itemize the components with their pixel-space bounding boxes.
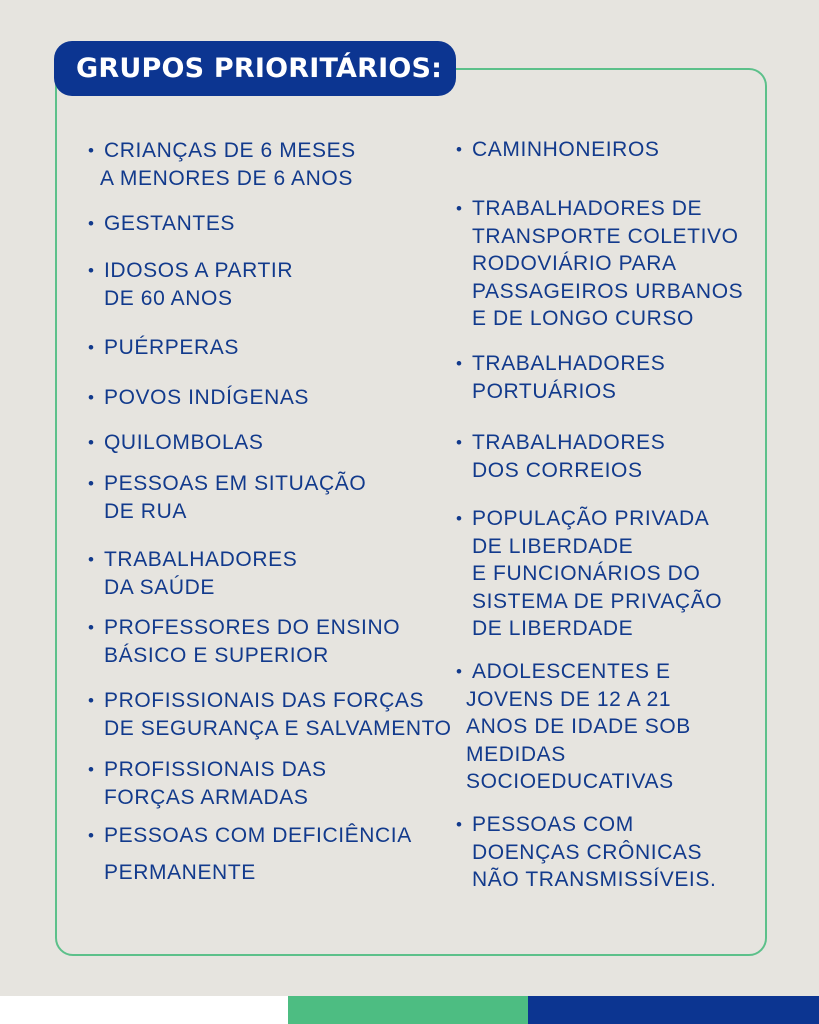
list-item: • CRIANÇAS DE 6 MESES A MENORES DE 6 ANOS xyxy=(88,139,356,190)
bullet-icon: • xyxy=(88,826,95,845)
footer-segment-green xyxy=(288,996,528,1024)
bullet-icon: • xyxy=(88,338,95,357)
list-item: • PUÉRPERAS xyxy=(88,334,239,362)
list-item: • PESSOAS COM DEFICIÊNCIA PERMANENTE xyxy=(88,824,412,884)
bullet-icon: • xyxy=(456,199,463,218)
bullet-icon: • xyxy=(88,760,95,779)
list-item: • QUILOMBOLAS xyxy=(88,429,263,457)
bullet-icon: • xyxy=(88,618,95,637)
footer-color-bar xyxy=(0,996,819,1024)
bullet-icon: • xyxy=(88,261,95,280)
list-item: • TRABALHADORES DOS CORREIOS xyxy=(456,431,666,482)
page-title: GRUPOS PRIORITÁRIOS: xyxy=(54,41,456,96)
bullet-icon: • xyxy=(88,433,95,452)
footer-segment-white xyxy=(0,996,288,1024)
list-item: • PROFISSIONAIS DAS FORÇAS ARMADAS xyxy=(88,758,327,809)
list-item: • POVOS INDÍGENAS xyxy=(88,384,309,412)
list-item: • TRABALHADORES DE TRANSPORTE COLETIVO RODOVIÁRIO PARA PASSAGEIROS URBANOS E DE LONGO CURSO xyxy=(456,197,744,330)
list-item: • IDOSOS A PARTIR DE 60 ANOS xyxy=(88,259,294,310)
bullet-icon: • xyxy=(88,141,95,160)
list-item: • GESTANTES xyxy=(88,210,235,238)
bullet-icon: • xyxy=(456,662,463,681)
list-item: • ADOLESCENTES E JOVENS DE 12 A 21 ANOS DE IDADE SOB MEDIDAS SOCIOEDUCATIVAS xyxy=(456,660,691,793)
bullet-icon: • xyxy=(456,509,463,528)
bullet-icon: • xyxy=(88,214,95,233)
footer-segment-blue xyxy=(528,996,819,1024)
bullet-icon: • xyxy=(88,388,95,407)
list-item: • PROFISSIONAIS DAS FORÇAS DE SEGURANÇA E SALVAMENTO xyxy=(88,689,452,740)
bullet-icon: • xyxy=(456,433,463,452)
list-item: • PESSOAS EM SITUAÇÃO DE RUA xyxy=(88,472,367,523)
bullet-icon: • xyxy=(456,354,463,373)
list-item: • PESSOAS COM DOENÇAS CRÔNICAS NÃO TRANSMISSÍVEIS. xyxy=(456,813,717,891)
list-item: • CAMINHONEIROS xyxy=(456,136,659,164)
bullet-icon: • xyxy=(88,691,95,710)
list-item: • POPULAÇÃO PRIVADA DE LIBERDADE E FUNCIONÁRIOS DO SISTEMA DE PRIVAÇÃO DE LIBERDADE xyxy=(456,507,723,640)
bullet-icon: • xyxy=(88,474,95,493)
list-item: • TRABALHADORES PORTUÁRIOS xyxy=(456,352,666,403)
list-item: • TRABALHADORES DA SAÚDE xyxy=(88,548,298,599)
list-item: • PROFESSORES DO ENSINO BÁSICO E SUPERIOR xyxy=(88,616,401,667)
bullet-icon: • xyxy=(456,140,463,159)
bullet-icon: • xyxy=(456,815,463,834)
bullet-icon: • xyxy=(88,550,95,569)
